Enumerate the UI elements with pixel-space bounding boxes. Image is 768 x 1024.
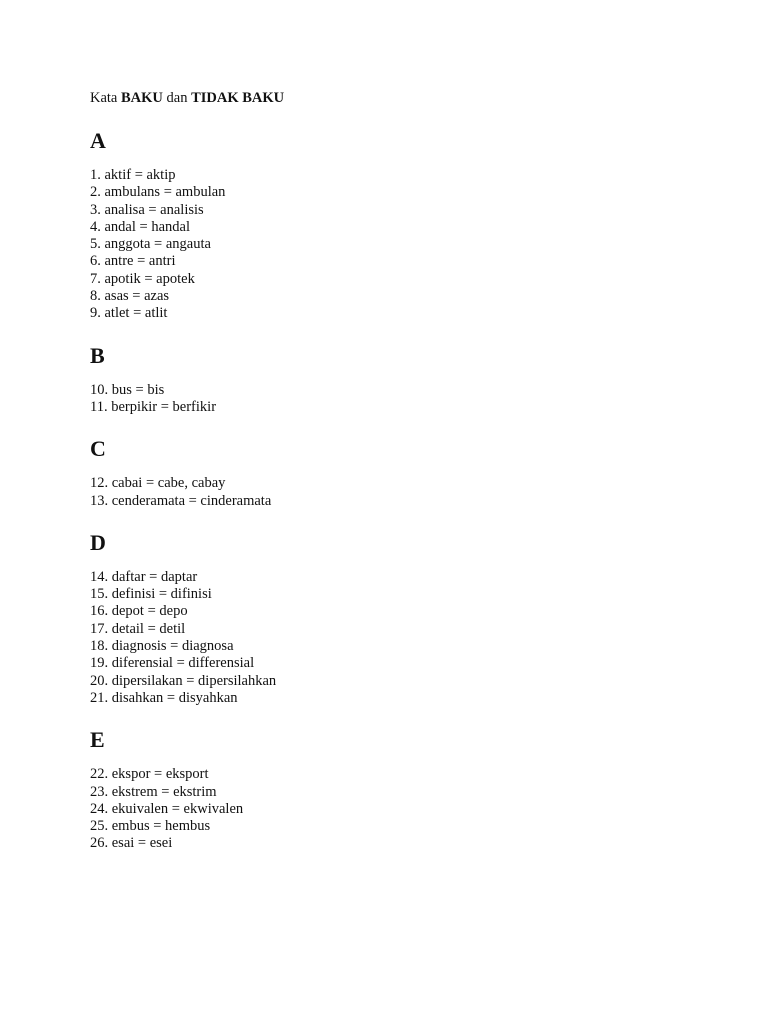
document-page (90, 89, 730, 853)
section-heading: D (90, 529, 106, 555)
list-item: 25. embus = hembus (90, 818, 211, 835)
title-text-2: dan (162, 90, 192, 106)
section-e (90, 726, 730, 852)
document-title (90, 89, 730, 107)
list-item: 15. definisi = difinisi (90, 586, 212, 603)
section-c (90, 435, 730, 510)
title-bold-tidak-baku: TIDAK BAKU (191, 90, 285, 106)
list-item: 21. disahkan = disyahkan (90, 689, 238, 706)
entry-list (90, 382, 730, 417)
entry-list (90, 167, 730, 323)
list-item: 7. apotik = apotek (90, 270, 195, 287)
section-a (90, 127, 730, 323)
list-item: 9. atlet = atlit (90, 305, 168, 322)
list-item: 14. daftar = daptar (90, 568, 198, 585)
list-item: 10. bus = bis (90, 381, 165, 398)
list-item: 17. detail = detil (90, 620, 186, 637)
section-b (90, 342, 730, 417)
list-item: 16. depot = depo (90, 603, 188, 620)
entry-list (90, 569, 730, 707)
list-item: 12. cabai = cabe, cabay (90, 475, 226, 492)
list-item: 4. andal = handal (90, 218, 190, 235)
title-bold-baku: BAKU (121, 90, 163, 106)
list-item: 5. anggota = angauta (90, 236, 211, 253)
list-item: 20. dipersilakan = dipersilahkan (90, 672, 277, 689)
entry-list (90, 475, 730, 510)
section-heading: B (90, 342, 105, 368)
list-item: 23. ekstrem = ekstrim (90, 783, 217, 800)
list-item: 3. analisa = analisis (90, 201, 204, 218)
list-item: 24. ekuivalen = ekwivalen (90, 800, 244, 817)
list-item: 26. esai = esei (90, 835, 173, 852)
list-item: 6. antre = antri (90, 253, 176, 270)
list-item: 19. diferensial = differensial (90, 655, 255, 672)
list-item: 22. ekspor = eksport (90, 766, 209, 783)
section-d (90, 529, 730, 707)
list-item: 2. ambulans = ambulan (90, 184, 226, 201)
section-heading: A (90, 128, 106, 153)
title-text-1: Kata (90, 90, 121, 106)
list-item: 18. diagnosis = diagnosa (90, 638, 234, 655)
entry-list (90, 766, 730, 852)
section-heading: E (90, 727, 105, 753)
section-heading: C (90, 436, 106, 462)
list-item: 13. cenderamata = cinderamata (90, 492, 272, 509)
list-item: 1. aktif = aktip (90, 167, 176, 183)
list-item: 8. asas = azas (90, 288, 170, 305)
list-item: 11. berpikir = berfikir (90, 398, 217, 415)
